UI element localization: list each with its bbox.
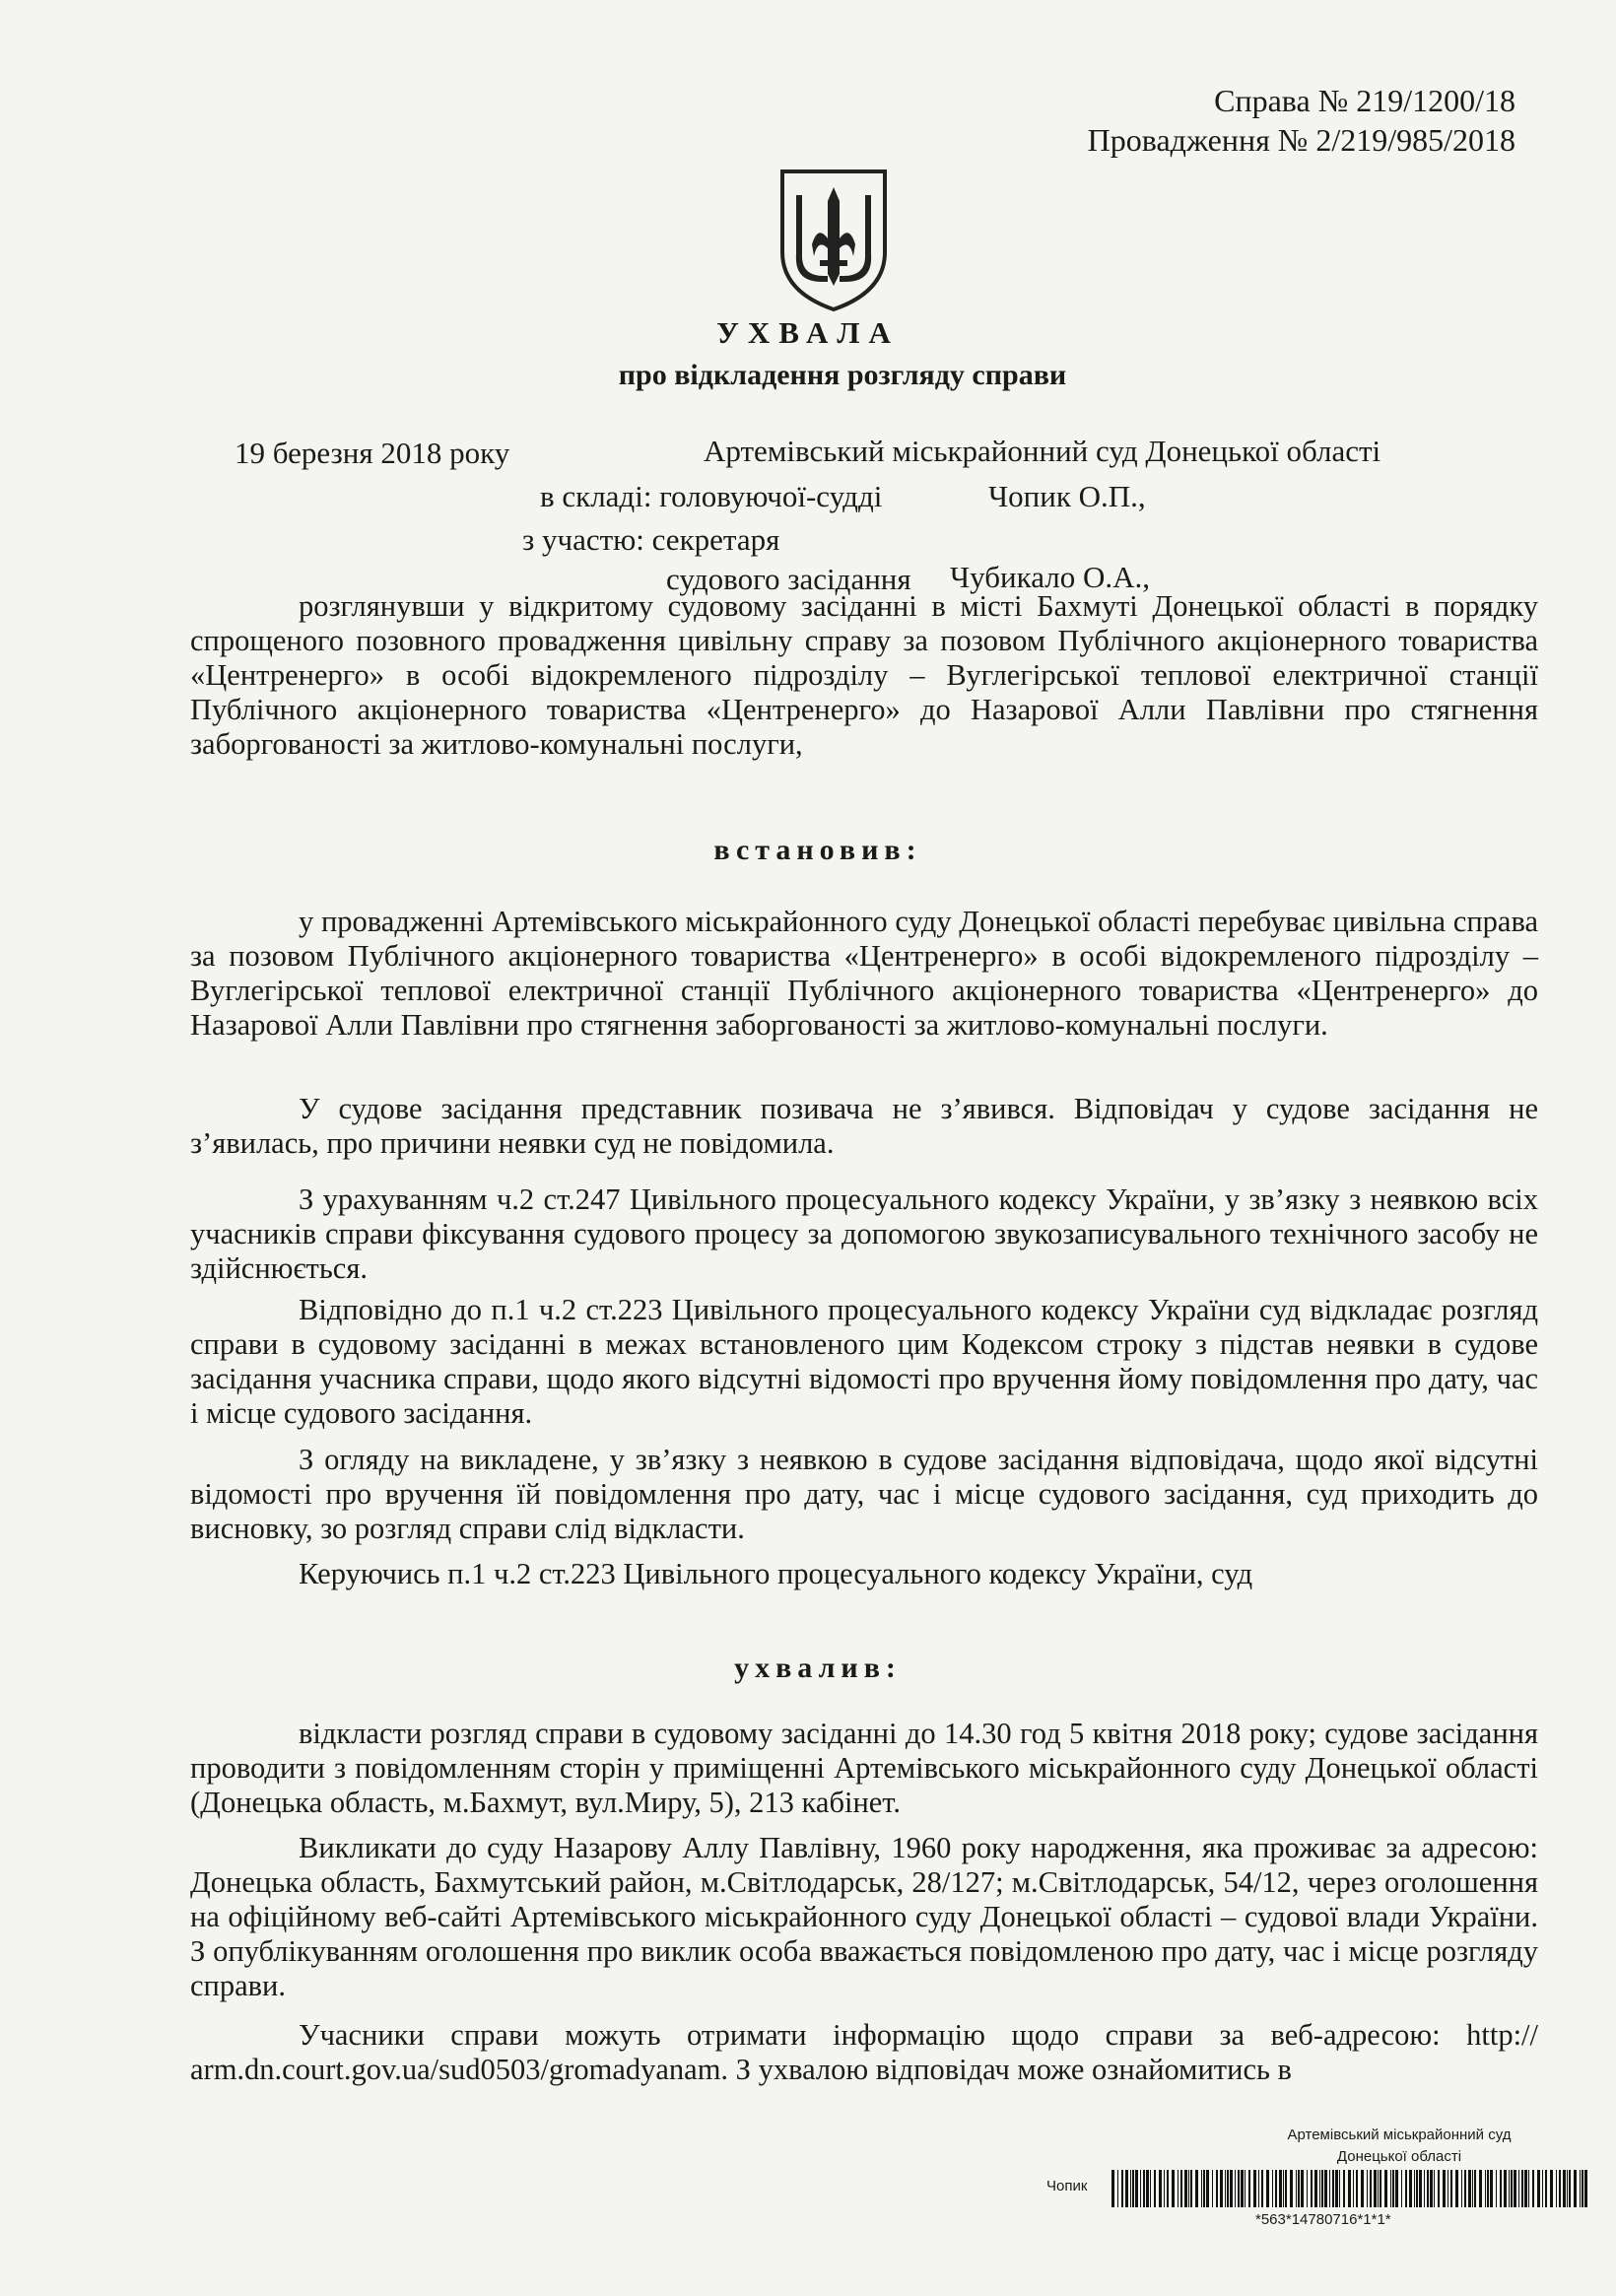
barcode-bar	[1111, 2170, 1114, 2207]
barcode-bar	[1370, 2170, 1372, 2207]
barcode-bar	[1524, 2170, 1527, 2207]
trident-emblem-icon	[774, 166, 893, 313]
barcode-bar	[1468, 2170, 1471, 2207]
barcode-bar	[1329, 2170, 1330, 2207]
barcode-bar	[1195, 2170, 1198, 2207]
barcode-bar	[1395, 2170, 1398, 2207]
barcode-bar	[1143, 2170, 1145, 2207]
barcode-bar	[1332, 2170, 1334, 2207]
barcode-bar	[1159, 2170, 1162, 2207]
barcode-bar	[1574, 2170, 1577, 2207]
barcode-bar	[1409, 2170, 1412, 2207]
document-title: УХВАЛА	[716, 315, 900, 350]
barcode-bar	[1283, 2170, 1284, 2207]
barcode-bar	[1500, 2170, 1502, 2207]
barcode-bar	[1378, 2170, 1379, 2207]
barcode-bar	[1374, 2170, 1377, 2207]
ruled-paragraph-3: Учасники справи можуть отримати інформацію щодо справи за веб-адресою: http:// arm.dn.court.gov.ua/sud0503/gromadyanam. З ухвалою відповідач може ознайомитись в	[190, 2018, 1538, 2086]
barcode-bar	[1140, 2170, 1141, 2207]
intro-paragraph	[190, 589, 1538, 762]
barcode-bar	[1361, 2170, 1364, 2207]
barcode-bar	[1167, 2170, 1169, 2207]
barcode-bar	[1266, 2170, 1269, 2207]
barcode-bar	[1258, 2170, 1259, 2207]
barcode-bar	[1216, 2170, 1218, 2207]
barcode-bar	[1154, 2170, 1156, 2207]
barcode-bar	[1125, 2170, 1128, 2207]
stamp-court-line-1: Артемівський міськрайонний суд	[1287, 2127, 1512, 2143]
barcode-bar	[1504, 2170, 1507, 2207]
barcode-bar	[1419, 2170, 1422, 2207]
barcode-bar	[1146, 2170, 1149, 2207]
case-number: Справа № 219/1200/18	[1214, 83, 1515, 118]
established-paragraph-4: Відповідно до п.1 ч.2 ст.223 Цивільного процесуального кодексу України суд відкладає розгляд справи в судовому засіданні в межах встановленого цим Кодексом строку з підстав неявки в судове засідання учасника справи, щодо якого відсутні відомості про вручення йому повідомлення про дату, час і місце судового засідання.	[190, 1293, 1538, 1430]
barcode-bar	[1487, 2170, 1489, 2207]
barcode-bar	[1206, 2170, 1209, 2207]
barcode-bar	[1455, 2170, 1458, 2207]
established-paragraph-1: у провадженні Артемівського міськрайонного суду Донецької області перебуває цивільна справа за позовом Публічного акціонерного товариства «Центренерго» в особі відокремленого підрозділу – Вуглегірської теплової електричної станції Публічного акціонерного товариства «Центренерго» до Назарової Алли Павлівни про стягнення заборгованості за житлово-комунальні послуги.	[190, 905, 1538, 1042]
barcode-bar	[1392, 2170, 1394, 2207]
composition-label: в складі: головуючої-судді	[540, 479, 883, 513]
barcode-bar	[1164, 2170, 1165, 2207]
barcode-bar	[1367, 2170, 1368, 2207]
barcode-bar	[1424, 2170, 1425, 2207]
established-paragraph-5: З огляду на викладене, у зв’язку з неявкою в судове засідання відповідача, щодо якої відсутні відомості про вручення їй повідомлення про дату, час і місце судового засідання, суд приходить до висновку, зо розгляд справи слід відкласти.	[190, 1443, 1538, 1545]
barcode-bar	[1514, 2170, 1516, 2207]
barcode-bar	[1414, 2170, 1415, 2207]
barcode-bar	[1203, 2170, 1205, 2207]
intro-text: розглянувши у відкритому судовому засіданні в місті Бахмуті Донецької області в порядку спрощеного позовного провадження цивільну справу за позовом Публічного акціонерного товариства «Центренерго» в особі відокремленого підрозділу – Вуглегірської теплової електричної станції Публічного акціонерного товариства «Центренерго» до Назарової Алли Павлівни про стягнення заборгованості за житлово-комунальні послуги,	[190, 589, 1538, 761]
barcode-bar	[1190, 2170, 1192, 2207]
barcode-bar	[1490, 2170, 1493, 2207]
barcode-bar	[1384, 2170, 1387, 2207]
document-subtitle: про відкладення розгляду справи	[618, 359, 1067, 391]
barcode-bar	[1582, 2170, 1583, 2207]
barcode-bar	[1496, 2170, 1497, 2207]
barcode-bar	[1580, 2170, 1581, 2207]
barcode-bar	[1450, 2170, 1452, 2207]
barcode-bar	[1380, 2170, 1381, 2207]
barcode-bar	[1319, 2170, 1320, 2207]
barcode-bar	[1343, 2170, 1345, 2207]
barcode-bar	[1121, 2170, 1123, 2207]
court-stamp	[1202, 2125, 1596, 2168]
barcode-bar	[1509, 2170, 1510, 2207]
barcode-bar	[1253, 2170, 1256, 2207]
barcode-bar	[1279, 2170, 1282, 2207]
session-label: судового засідання	[666, 562, 911, 596]
barcode-bar	[1241, 2170, 1244, 2207]
barcode-bar	[1528, 2170, 1529, 2207]
barcode-bar	[1427, 2170, 1429, 2207]
participation-label: з участю: секретаря	[522, 522, 780, 557]
barcode-bar	[1550, 2170, 1553, 2207]
barcode-bar	[1461, 2170, 1462, 2207]
stamp-court-line-2: Донецької області	[1336, 2148, 1462, 2165]
barcode-bar	[1348, 2170, 1351, 2207]
barcode-bar	[1150, 2170, 1151, 2207]
barcode-bar	[1311, 2170, 1313, 2207]
barcode-bar	[1405, 2170, 1407, 2207]
decision-date: 19 березня 2018 року	[235, 436, 510, 470]
barcode-bar	[1545, 2170, 1547, 2207]
barcode-bar	[1443, 2170, 1446, 2207]
barcode-bar	[1464, 2170, 1466, 2207]
barcode-bar	[1518, 2170, 1519, 2207]
barcode-bar	[1584, 2170, 1587, 2207]
barcode-bar	[1324, 2170, 1327, 2207]
barcode-bar	[1212, 2170, 1213, 2207]
barcode-bar	[1335, 2170, 1338, 2207]
barcode-bar	[1301, 2170, 1304, 2207]
barcode-bar	[1220, 2170, 1223, 2207]
barcode-bar	[1225, 2170, 1226, 2207]
established-paragraph-6: Керуючись п.1 ч.2 ст.223 Цивільного процесуального кодексу України, суд	[299, 1557, 1253, 1590]
barcode-bar	[1438, 2170, 1440, 2207]
barcode-bar	[1227, 2170, 1229, 2207]
ruled-paragraph-2: Викликати до суду Назарову Аллу Павлівну, 1960 року народження, яка проживає за адресою: Донецька область, Бахмутський район, м.Світлодарськ, 28/127; м.Світлодарськ, 54/12, через оголошення на офіційному веб-сайті Артемівського міськрайонного суду Донецької області – судової влади України. З опублікуванням оголошення про виклик особа вважається повідомленою про дату, час і місце розгляду справи.	[190, 1831, 1538, 2002]
barcode-bar	[1556, 2170, 1557, 2207]
barcode-bar	[1275, 2170, 1277, 2207]
judge-name: Чопик О.П.,	[988, 479, 1146, 513]
barcode-bar	[1296, 2170, 1297, 2207]
barcode-bar	[1401, 2170, 1402, 2207]
barcode-bar	[1416, 2170, 1418, 2207]
proceeding-number: Провадження № 2/219/985/2018	[1087, 122, 1515, 158]
established-heading: встановив:	[713, 834, 922, 866]
barcode-bar	[1261, 2170, 1263, 2207]
barcode-bar	[1307, 2170, 1308, 2207]
ruled-heading: ухвалив:	[734, 1652, 902, 1684]
barcode-bar	[1390, 2170, 1391, 2207]
barcode-bar	[1272, 2170, 1273, 2207]
barcode-bar	[1430, 2170, 1433, 2207]
barcode-bar	[1290, 2170, 1293, 2207]
established-paragraph-2: У судове засідання представник позивача не з’явився. Відповідач у судове засідання не з’явилась, про причини неявки суд не повідомила.	[190, 1092, 1538, 1160]
barcode-bar	[1532, 2170, 1534, 2207]
barcode	[1111, 2170, 1592, 2207]
barcode-bar	[1321, 2170, 1323, 2207]
barcode-bar	[1201, 2170, 1202, 2207]
barcode-bar	[1184, 2170, 1187, 2207]
barcode-bar	[1339, 2170, 1340, 2207]
barcode-bar	[1485, 2170, 1486, 2207]
barcode-bar	[1511, 2170, 1513, 2207]
barcode-bar	[1434, 2170, 1435, 2207]
court-name: Артемівський міськрайонний суд Донецької області	[704, 434, 1381, 468]
barcode-bar	[1188, 2170, 1189, 2207]
barcode-bar	[1479, 2170, 1482, 2207]
barcode-bar	[1521, 2170, 1523, 2207]
barcode-bar	[1248, 2170, 1250, 2207]
barcode-bar	[1172, 2170, 1175, 2207]
barcode-bar	[1472, 2170, 1473, 2207]
barcode-bar	[1353, 2170, 1354, 2207]
barcode-bar	[1230, 2170, 1233, 2207]
barcode-bar	[1117, 2170, 1118, 2207]
barcode-bar	[1285, 2170, 1287, 2207]
barcode-bar	[1563, 2170, 1566, 2207]
barcode-judge-label: Чопик	[1046, 2178, 1088, 2195]
case-reference	[1088, 81, 1515, 160]
barcode-bar	[1235, 2170, 1236, 2207]
barcode-bar	[1474, 2170, 1476, 2207]
barcode-bar	[1314, 2170, 1317, 2207]
established-paragraph-3: З урахуванням ч.2 ст.247 Цивільного процесуального кодексу України, у зв’язку з неявкою всіх учасників справи фіксування судового процесу за допомогою звукозаписувального технічного засобу не здійснюється.	[190, 1182, 1538, 1285]
barcode-bar	[1559, 2170, 1561, 2207]
barcode-bar	[1238, 2170, 1240, 2207]
secretary-name: Чубикало О.А.,	[950, 560, 1150, 594]
barcode-bar	[1298, 2170, 1300, 2207]
barcode-bar	[1135, 2170, 1138, 2207]
barcode-bar	[1567, 2170, 1568, 2207]
barcode-bar	[1542, 2170, 1543, 2207]
barcode-bar	[1180, 2170, 1182, 2207]
barcode-bar	[1245, 2170, 1246, 2207]
barcode-bar	[1356, 2170, 1358, 2207]
barcode-bar	[1537, 2170, 1540, 2207]
barcode-bar	[1130, 2170, 1131, 2207]
barcode-bar	[1132, 2170, 1134, 2207]
ruled-paragraph-1: відкласти розгляд справи в судовому засіданні до 14.30 год 5 квітня 2018 року; судове засідання проводити з повідомленням сторін у приміщенні Артемівського міськрайонного суду Донецької області (Донецька область, м.Бахмут, вул.Миру, 5), 213 кабінет.	[190, 1717, 1538, 1819]
barcode-bar	[1569, 2170, 1571, 2207]
barcode-number: *563*14780716*1*1*	[1255, 2211, 1391, 2228]
